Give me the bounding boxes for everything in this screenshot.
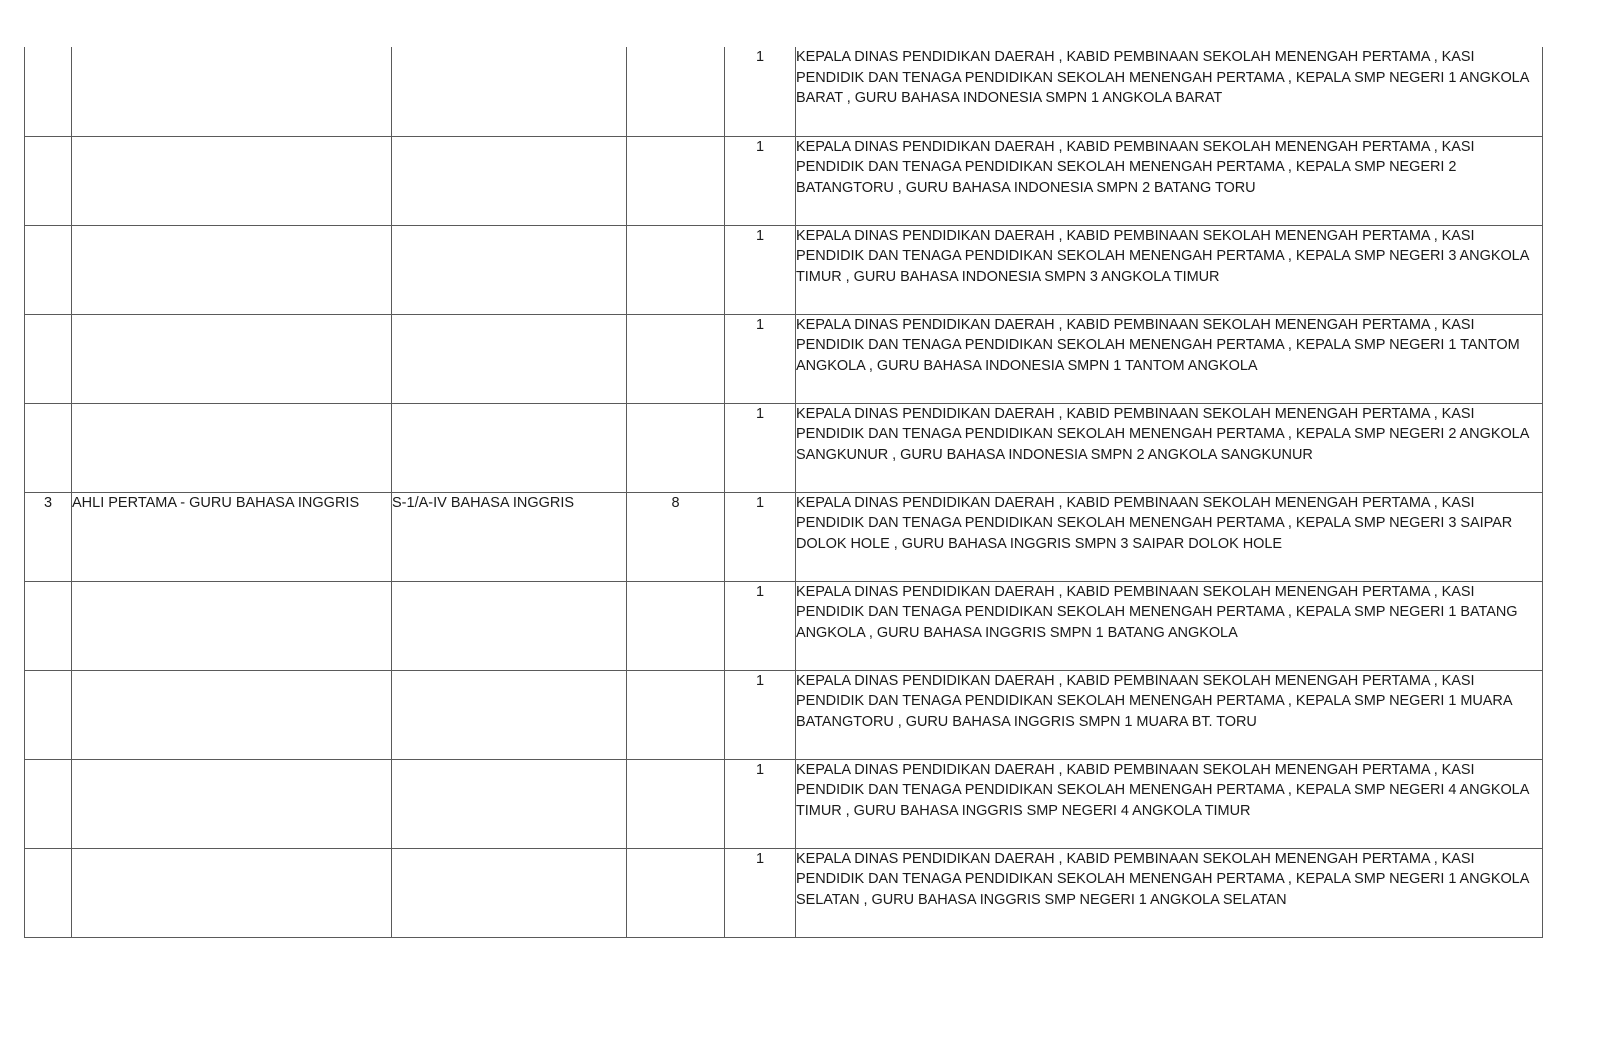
position-name-cell: AHLI PERTAMA - GURU BAHASA INGGRIS [72, 492, 392, 581]
table-row [25, 403, 1543, 492]
quantity-cell: 1 [725, 314, 796, 403]
table-row [25, 759, 1543, 848]
total-count-cell [627, 47, 725, 136]
total-count-cell [627, 759, 725, 848]
placement-description-cell: KEPALA DINAS PENDIDIKAN DAERAH , KABID PEMBINAAN SEKOLAH MENENGAH PERTAMA , KASI PENDIDIK DAN TENAGA PENDIDIKAN SEKOLAH MENENGAH PERTAMA , KEPALA SMP NEGERI 2 BATANGTORU , GURU BAHASA INDONESIA SMPN 2 BATANG TORU [796, 136, 1543, 225]
position-name-cell [72, 225, 392, 314]
formation-table [24, 47, 1543, 938]
position-name-cell [72, 314, 392, 403]
quantity-cell: 1 [725, 759, 796, 848]
placement-description-cell: KEPALA DINAS PENDIDIKAN DAERAH , KABID PEMBINAAN SEKOLAH MENENGAH PERTAMA , KASI PENDIDIK DAN TENAGA PENDIDIKAN SEKOLAH MENENGAH PERTAMA , KEPALA SMP NEGERI 1 MUARA BATANGTORU , GURU BAHASA INGGRIS SMPN 1 MUARA BT. TORU [796, 670, 1543, 759]
total-count-cell [627, 136, 725, 225]
position-name-cell [72, 848, 392, 937]
position-name-cell [72, 47, 392, 136]
qualification-cell [392, 759, 627, 848]
total-count-cell [627, 225, 725, 314]
placement-description-cell: KEPALA DINAS PENDIDIKAN DAERAH , KABID PEMBINAAN SEKOLAH MENENGAH PERTAMA , KASI PENDIDIK DAN TENAGA PENDIDIKAN SEKOLAH MENENGAH PERTAMA , KEPALA SMP NEGERI 3 SAIPAR DOLOK HOLE , GURU BAHASA INGGRIS SMPN 3 SAIPAR DOLOK HOLE [796, 492, 1543, 581]
position-name-cell [72, 403, 392, 492]
row-number-cell [25, 581, 72, 670]
position-name-cell [72, 581, 392, 670]
qualification-cell: S-1/A-IV BAHASA INGGRIS [392, 492, 627, 581]
quantity-cell: 1 [725, 225, 796, 314]
placement-description-cell: KEPALA DINAS PENDIDIKAN DAERAH , KABID PEMBINAAN SEKOLAH MENENGAH PERTAMA , KASI PENDIDIK DAN TENAGA PENDIDIKAN SEKOLAH MENENGAH PERTAMA , KEPALA SMP NEGERI 1 BATANG ANGKOLA , GURU BAHASA INGGRIS SMPN 1 BATANG ANGKOLA [796, 581, 1543, 670]
qualification-cell [392, 670, 627, 759]
quantity-cell: 1 [725, 136, 796, 225]
placement-description-cell: KEPALA DINAS PENDIDIKAN DAERAH , KABID PEMBINAAN SEKOLAH MENENGAH PERTAMA , KASI PENDIDIK DAN TENAGA PENDIDIKAN SEKOLAH MENENGAH PERTAMA , KEPALA SMP NEGERI 1 TANTOM ANGKOLA , GURU BAHASA INDONESIA SMPN 1 TANTOM ANGKOLA [796, 314, 1543, 403]
row-number-cell [25, 403, 72, 492]
placement-description-cell: KEPALA DINAS PENDIDIKAN DAERAH , KABID PEMBINAAN SEKOLAH MENENGAH PERTAMA , KASI PENDIDIK DAN TENAGA PENDIDIKAN SEKOLAH MENENGAH PERTAMA , KEPALA SMP NEGERI 4 ANGKOLA TIMUR , GURU BAHASA INGGRIS SMP NEGERI 4 ANGKOLA TIMUR [796, 759, 1543, 848]
total-count-cell [627, 670, 725, 759]
qualification-cell [392, 314, 627, 403]
table-row [25, 136, 1543, 225]
row-number-cell: 3 [25, 492, 72, 581]
position-name-cell [72, 670, 392, 759]
row-number-cell [25, 314, 72, 403]
quantity-cell: 1 [725, 47, 796, 136]
qualification-cell [392, 581, 627, 670]
table-row [25, 314, 1543, 403]
row-number-cell [25, 759, 72, 848]
table-row [25, 670, 1543, 759]
quantity-cell: 1 [725, 670, 796, 759]
placement-description-cell: KEPALA DINAS PENDIDIKAN DAERAH , KABID PEMBINAAN SEKOLAH MENENGAH PERTAMA , KASI PENDIDIK DAN TENAGA PENDIDIKAN SEKOLAH MENENGAH PERTAMA , KEPALA SMP NEGERI 3 ANGKOLA TIMUR , GURU BAHASA INDONESIA SMPN 3 ANGKOLA TIMUR [796, 225, 1543, 314]
row-number-cell [25, 670, 72, 759]
qualification-cell [392, 225, 627, 314]
quantity-cell: 1 [725, 581, 796, 670]
qualification-cell [392, 403, 627, 492]
total-count-cell [627, 581, 725, 670]
total-count-cell [627, 403, 725, 492]
table-row [25, 492, 1543, 581]
table-row [25, 848, 1543, 937]
table-row [25, 47, 1543, 136]
quantity-cell: 1 [725, 848, 796, 937]
table-row [25, 225, 1543, 314]
placement-description-cell: KEPALA DINAS PENDIDIKAN DAERAH , KABID PEMBINAAN SEKOLAH MENENGAH PERTAMA , KASI PENDIDIK DAN TENAGA PENDIDIKAN SEKOLAH MENENGAH PERTAMA , KEPALA SMP NEGERI 1 ANGKOLA SELATAN , GURU BAHASA INGGRIS SMP NEGERI 1 ANGKOLA SELATAN [796, 848, 1543, 937]
total-count-cell: 8 [627, 492, 725, 581]
position-name-cell [72, 136, 392, 225]
qualification-cell [392, 47, 627, 136]
qualification-cell [392, 136, 627, 225]
total-count-cell [627, 848, 725, 937]
placement-description-cell: KEPALA DINAS PENDIDIKAN DAERAH , KABID PEMBINAAN SEKOLAH MENENGAH PERTAMA , KASI PENDIDIK DAN TENAGA PENDIDIKAN SEKOLAH MENENGAH PERTAMA , KEPALA SMP NEGERI 1 ANGKOLA BARAT , GURU BAHASA INDONESIA SMPN 1 ANGKOLA BARAT [796, 47, 1543, 136]
qualification-cell [392, 848, 627, 937]
placement-description-cell: KEPALA DINAS PENDIDIKAN DAERAH , KABID PEMBINAAN SEKOLAH MENENGAH PERTAMA , KASI PENDIDIK DAN TENAGA PENDIDIKAN SEKOLAH MENENGAH PERTAMA , KEPALA SMP NEGERI 2 ANGKOLA SANGKUNUR , GURU BAHASA INDONESIA SMPN 2 ANGKOLA SANGKUNUR [796, 403, 1543, 492]
document-page [24, 47, 1543, 938]
quantity-cell: 1 [725, 492, 796, 581]
row-number-cell [25, 136, 72, 225]
total-count-cell [627, 314, 725, 403]
position-name-cell [72, 759, 392, 848]
row-number-cell [25, 225, 72, 314]
quantity-cell: 1 [725, 403, 796, 492]
row-number-cell [25, 47, 72, 136]
table-row [25, 581, 1543, 670]
row-number-cell [25, 848, 72, 937]
